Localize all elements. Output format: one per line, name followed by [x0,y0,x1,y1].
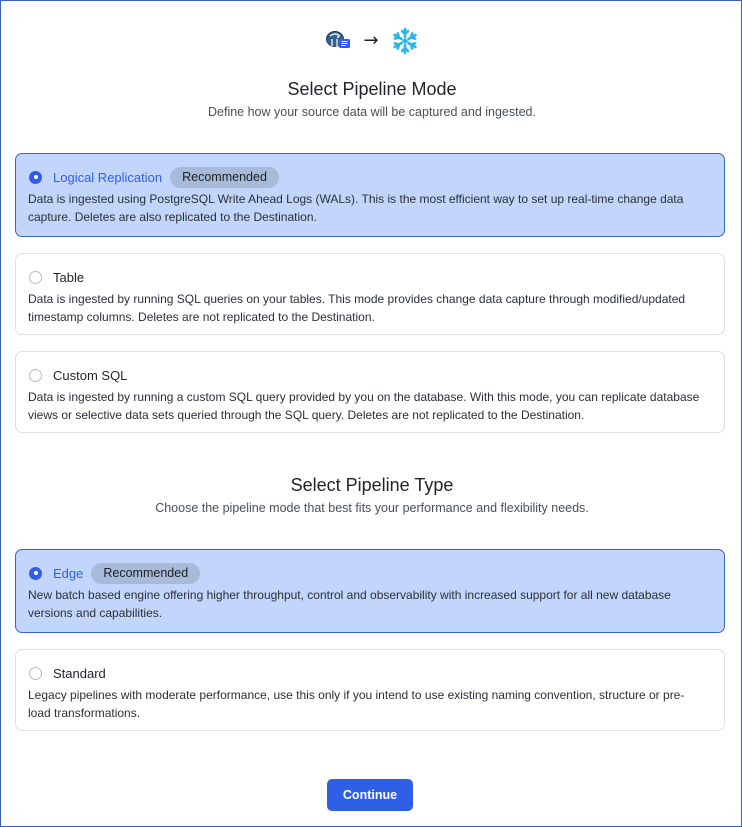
option-description: Data is ingested by running SQL queries on your tables. This mode provides change data capture through modified/updated timestamp columns. Deletes are not replicated to the Destination. [28,292,686,324]
pipeline-mode-title: Select Pipeline Mode [287,79,457,99]
radio-button[interactable] [29,567,42,580]
option-description: New batch based engine offering higher throughput, control and observability with increased support for all new database versions and capabilities. [28,588,671,620]
option-description: Legacy pipelines with moderate performance, use this only if you intend to use existing naming convention, structure or pre-load transformations. [28,688,685,720]
option-label: Logical Replication [53,169,163,185]
continue-button[interactable]: Continue [327,779,413,811]
radio-button[interactable] [29,369,42,382]
mode-option-custom-sql[interactable] [15,351,725,433]
option-label: Edge [53,565,84,581]
option-description: Data is ingested using PostgreSQL Write Ahead Logs (WALs). This is the most efficient way to set up real-time change data capture. Deletes are also replicated to the Destination. [28,192,684,224]
mode-option-table[interactable] [15,253,725,335]
postgresql-icon [325,30,351,52]
source-destination-header [1,27,742,55]
pipeline-type-title: Select Pipeline Type [290,475,454,495]
arrow-right-icon: → [363,30,379,51]
radio-button[interactable] [29,171,42,184]
mode-option-logical-replication[interactable] [15,153,725,237]
type-option-standard[interactable] [15,649,725,731]
option-label: Table [53,269,85,285]
snowflake-icon [391,27,419,55]
option-label: Standard [53,665,106,681]
option-label: Custom SQL [53,367,128,383]
pipeline-type-subtitle: Choose the pipeline mode that best fits your performance and flexibility needs. [155,501,589,515]
pipeline-mode-subtitle: Define how your source data will be captured and ingested. [208,105,536,119]
radio-button[interactable] [29,271,42,284]
recommended-badge: Recommended [91,563,200,584]
recommended-badge: Recommended [170,167,279,188]
option-description: Data is ingested by running a custom SQL query provided by you on the database. With this mode, you can replicate database views or selective data sets queried through the SQL query. Deletes are not replicated to the Destination. [28,390,700,422]
type-option-edge[interactable] [15,549,725,633]
radio-button[interactable] [29,667,42,680]
